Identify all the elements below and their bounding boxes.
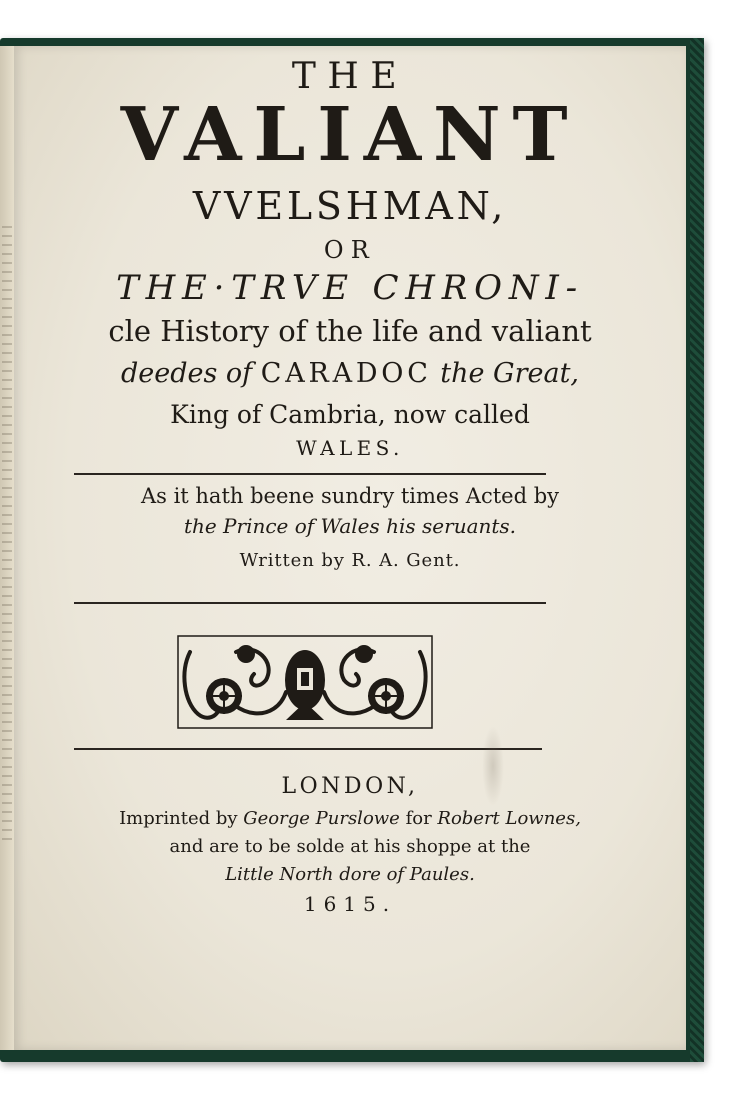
title-deedes-line [14,358,686,389]
acted-line: As it hath beene sundry times Acted by [140,484,560,508]
title-welshman: VVELSHMAN, [192,184,508,228]
deedes-pre: deedes of [120,358,261,389]
binding-edge [690,38,704,1062]
imprint-year: 1615. [303,892,397,916]
imprint-pre: Imprinted by [119,808,244,829]
author-line: Written by R. A. Gent. [239,550,461,571]
divider-rule [74,602,546,604]
imprint-city: LONDON, [281,774,419,799]
imprint-mid: for [399,808,438,829]
imprint-bookseller: Robert Lownes, [437,808,581,829]
imprint-line-3: Little North dore of Paules. [225,864,475,885]
imprint-printer: George Purslowe [243,808,400,829]
title-wales: WALES. [296,436,404,460]
facing-page-marks [2,226,12,846]
title-history-line: cle History of the life and valiant [108,314,592,348]
title-valiant: VALIANT [120,92,580,178]
deedes-post: the Great, [431,358,580,389]
floral-woodcut-ornament-icon [176,632,434,732]
imprint-line-1 [14,808,686,829]
prince-line: the Prince of Wales his seruants. [183,514,517,538]
title-or: OR [323,236,377,264]
title-the: THE [291,56,409,97]
caradoc-name: CARADOC [260,358,432,389]
title-king-line: King of Cambria, now called [170,400,530,429]
title-page [14,46,686,1050]
divider-rule [74,473,546,475]
imprint-line-2: and are to be solde at his shoppe at the [169,836,531,857]
title-true-chronicle: THE·TRVE CHRONI- [116,268,584,308]
divider-rule [74,748,542,750]
